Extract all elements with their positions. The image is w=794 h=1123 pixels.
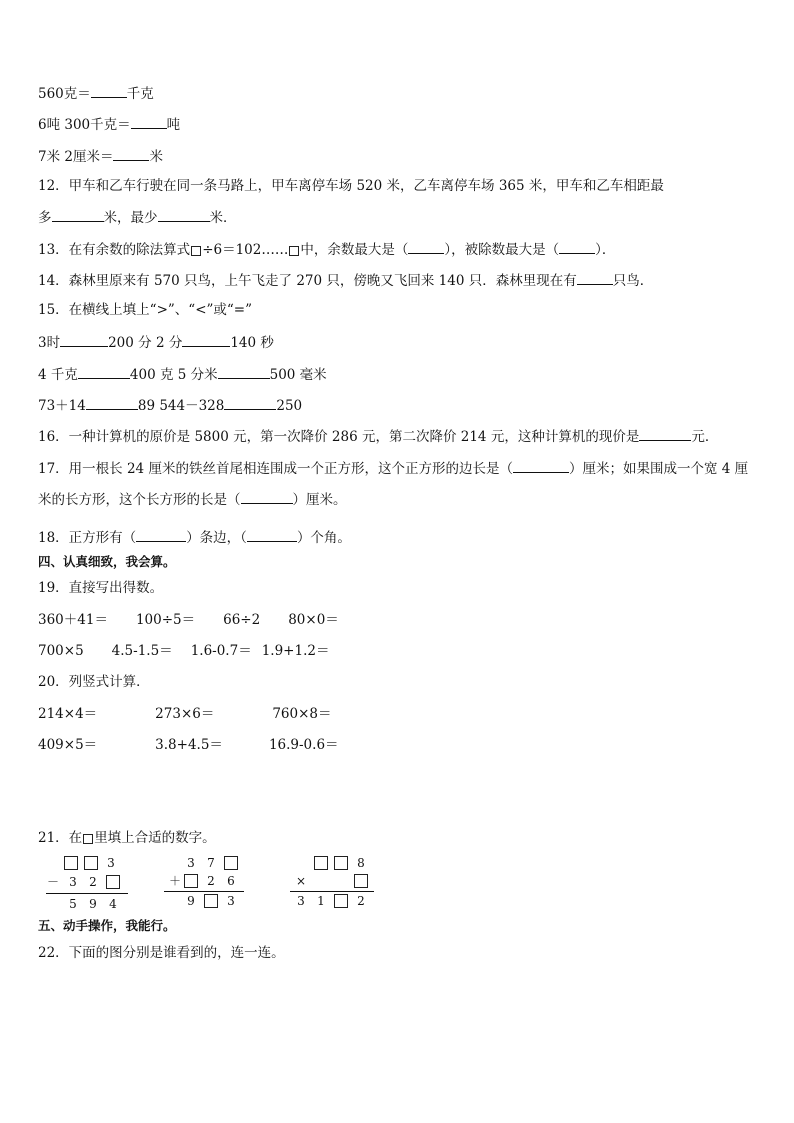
question-16 — [38, 426, 718, 446]
puzzle1-box-r1c1[interactable] — [64, 856, 78, 870]
puzzle3-digit: 8 — [357, 856, 365, 870]
text-segment: 米 — [149, 149, 163, 165]
text-segment: 200 分 2 分 — [108, 335, 183, 351]
question-15-row-b — [38, 364, 327, 384]
puzzle3-box-r1c2[interactable] — [334, 856, 348, 870]
question-19-row-a — [38, 611, 339, 629]
question-13 — [38, 239, 615, 259]
puzzle2-digit: 6 — [227, 874, 235, 888]
puzzle3-digit: 3 — [297, 894, 305, 908]
section-5-heading — [38, 917, 176, 935]
puzzle3-digit: 2 — [357, 894, 365, 908]
text-segment: 140 秒 — [230, 335, 274, 351]
question-12-line2 — [38, 207, 237, 227]
answer-blank[interactable] — [158, 207, 210, 222]
text-segment: 80×0＝ — [288, 612, 339, 628]
text-segment: ），被除数最大是（ — [444, 242, 560, 258]
answer-blank[interactable] — [218, 364, 270, 379]
puzzle2-box-r2c1[interactable] — [184, 874, 198, 888]
text-segment: 13．在有余数的除法算式 — [38, 242, 191, 258]
puzzle3-digit: 1 — [317, 894, 325, 908]
question-20-row-a — [38, 705, 332, 723]
puzzle2-digit: 3 — [187, 856, 195, 870]
question-15 — [38, 301, 252, 319]
answer-blank[interactable] — [91, 83, 127, 98]
text-segment: 700×5 — [38, 643, 84, 659]
question-20 — [38, 673, 150, 691]
question-14 — [38, 270, 653, 290]
puzzle1-digit: 5 — [69, 897, 77, 911]
question-20-row-b — [38, 736, 339, 754]
puzzle1-operator: － — [46, 875, 59, 889]
square-box-icon — [83, 834, 93, 844]
answer-blank[interactable] — [113, 146, 149, 161]
text-segment: 米的长方形，这个长方形的长是（ — [38, 492, 241, 508]
question-17-line2 — [38, 489, 347, 509]
text-segment: 250 — [276, 398, 303, 414]
text-segment: ）厘米。 — [292, 492, 347, 508]
answer-blank[interactable] — [577, 270, 613, 285]
text-segment: 五、动手操作，我能行。 — [38, 918, 176, 933]
text-segment: ）厘米；如果围成一个宽 4 厘 — [568, 461, 749, 477]
answer-blank[interactable] — [131, 114, 167, 129]
line-l3 — [38, 146, 163, 166]
text-segment: 500 毫米 — [269, 367, 327, 383]
question-15-row-c — [38, 395, 302, 415]
square-box-icon — [289, 246, 299, 256]
text-segment: 12．甲车和乙车行驶在同一条马路上，甲车离停车场 520 米，乙车离停车场 365 米，甲车和乙车相距最 — [38, 178, 664, 194]
text-segment: 273×6＝ — [155, 706, 215, 722]
text-segment: 3.8+4.5＝ — [155, 737, 223, 753]
text-segment: 米． — [209, 210, 237, 226]
puzzle1-box-r2c3[interactable] — [106, 875, 120, 889]
puzzle1-digit: 4 — [109, 897, 117, 911]
text-segment: 16．一种计算机的原价是 5800 元，第一次降价 286 元，第二次降价 214 元，这种计算机的现价是 — [38, 429, 640, 445]
text-segment: 22．下面的图分别是谁看到的，连一连。 — [38, 945, 285, 961]
text-segment: 560克＝ — [38, 86, 91, 102]
puzzle1-digit: 2 — [89, 875, 97, 889]
text-segment: 409×5＝ — [38, 737, 98, 753]
section-4-heading — [38, 553, 176, 571]
question-19 — [38, 579, 163, 597]
answer-blank[interactable] — [247, 527, 297, 542]
text-segment: 米，最少 — [103, 210, 158, 226]
text-segment: 100÷5＝ — [135, 612, 196, 628]
answer-blank[interactable] — [224, 395, 276, 410]
square-box-icon — [191, 246, 201, 256]
question-15-row-a — [38, 332, 274, 352]
text-segment: 400 克 5 分米 — [129, 367, 218, 383]
puzzle1-digit: 9 — [89, 897, 97, 911]
puzzle3-box-r3c3[interactable] — [334, 894, 348, 908]
line-l1 — [38, 83, 154, 103]
text-segment: ）个角。 — [296, 530, 351, 546]
text-segment: 7米 2厘米＝ — [38, 149, 114, 165]
text-segment: 吨 — [166, 117, 181, 133]
text-segment: 中，余数最大是（ — [300, 242, 409, 258]
answer-blank[interactable] — [639, 426, 691, 441]
text-segment: ）． — [595, 242, 616, 258]
answer-blank[interactable] — [408, 239, 444, 254]
puzzle2-box-r3c2[interactable] — [204, 894, 218, 908]
text-segment: 21．在 — [38, 830, 83, 846]
question-17-line1 — [38, 458, 748, 478]
text-segment: 214×4＝ — [38, 706, 98, 722]
question-21 — [38, 829, 216, 847]
text-segment: 73＋14 — [38, 398, 86, 414]
puzzle2-rule — [164, 891, 244, 892]
puzzle3-rule — [290, 891, 374, 892]
text-segment: 16.9-0.6＝ — [268, 737, 339, 753]
text-segment: 1.9+1.2＝ — [261, 643, 330, 659]
text-segment: 760×8＝ — [272, 706, 332, 722]
question-22 — [38, 944, 285, 962]
text-segment: 18．正方形有（ — [38, 530, 137, 546]
text-segment: 17．用一根长 24 厘米的铁丝首尾相连围成一个正方形，这个正方形的边长是（ — [38, 461, 513, 477]
question-12-line1 — [38, 177, 664, 195]
text-segment: 89 544－328 — [137, 398, 225, 414]
answer-blank[interactable] — [182, 332, 230, 347]
answer-blank[interactable] — [60, 332, 108, 347]
text-segment: 元． — [691, 429, 719, 445]
puzzle3-operator: × — [295, 874, 307, 888]
text-segment: ）条边，（ — [186, 530, 247, 546]
puzzle2-digit: 3 — [227, 894, 235, 908]
text-segment: 360＋41＝ — [38, 612, 108, 628]
puzzle1-digit: 3 — [69, 875, 77, 889]
answer-blank[interactable] — [86, 395, 138, 410]
puzzle1-box-r1c2[interactable] — [84, 856, 98, 870]
text-segment: 6吨 300千克＝ — [38, 117, 131, 133]
text-segment: 66÷2 — [223, 612, 261, 628]
puzzle2-operator: ＋ — [168, 874, 181, 888]
text-segment: 15．在横线上填上“>”、“<”或“=” — [38, 302, 253, 318]
text-segment: 里填上合适的数字。 — [94, 830, 216, 846]
answer-blank[interactable] — [513, 458, 569, 473]
puzzle2-box-r1c3[interactable] — [224, 856, 238, 870]
puzzle3-box-r2c1[interactable] — [354, 874, 368, 888]
line-l2 — [38, 114, 180, 134]
answer-blank[interactable] — [78, 364, 130, 379]
puzzle1-digit: 3 — [107, 856, 115, 870]
text-segment: ÷6＝102…… — [202, 242, 289, 258]
text-segment: 20．列竖式计算． — [38, 674, 150, 690]
text-segment: 多 — [38, 210, 52, 226]
text-segment: 14．森林里原来有 570 只鸟，上午飞走了 270 只，傍晚又飞回来 140 只．森林里现在有 — [38, 273, 577, 289]
answer-blank[interactable] — [559, 239, 595, 254]
question-18 — [38, 527, 351, 547]
puzzle2-digit: 9 — [187, 894, 195, 908]
text-segment: 4.5-1.5＝ — [111, 643, 173, 659]
question-19-row-b — [38, 642, 329, 660]
puzzle-subtraction — [46, 856, 136, 916]
answer-blank[interactable] — [241, 489, 293, 504]
text-segment: 四、认真细致，我会算。 — [38, 554, 176, 569]
puzzle1-rule — [46, 893, 128, 894]
puzzle-multiplication — [290, 856, 390, 916]
text-segment: 3时 — [38, 335, 61, 351]
puzzle2-digit: 2 — [207, 874, 215, 888]
text-segment: 千克 — [126, 86, 154, 102]
puzzle2-digit: 7 — [207, 856, 215, 870]
text-segment: 1.6-0.7＝ — [190, 643, 252, 659]
text-segment: 19．直接写出得数。 — [38, 580, 164, 596]
text-segment: 只鸟． — [612, 273, 654, 289]
answer-blank[interactable] — [136, 527, 186, 542]
puzzle-addition — [164, 856, 254, 916]
puzzle3-box-r1c1[interactable] — [314, 856, 328, 870]
text-segment: 4 千克 — [38, 367, 78, 383]
answer-blank[interactable] — [52, 207, 104, 222]
